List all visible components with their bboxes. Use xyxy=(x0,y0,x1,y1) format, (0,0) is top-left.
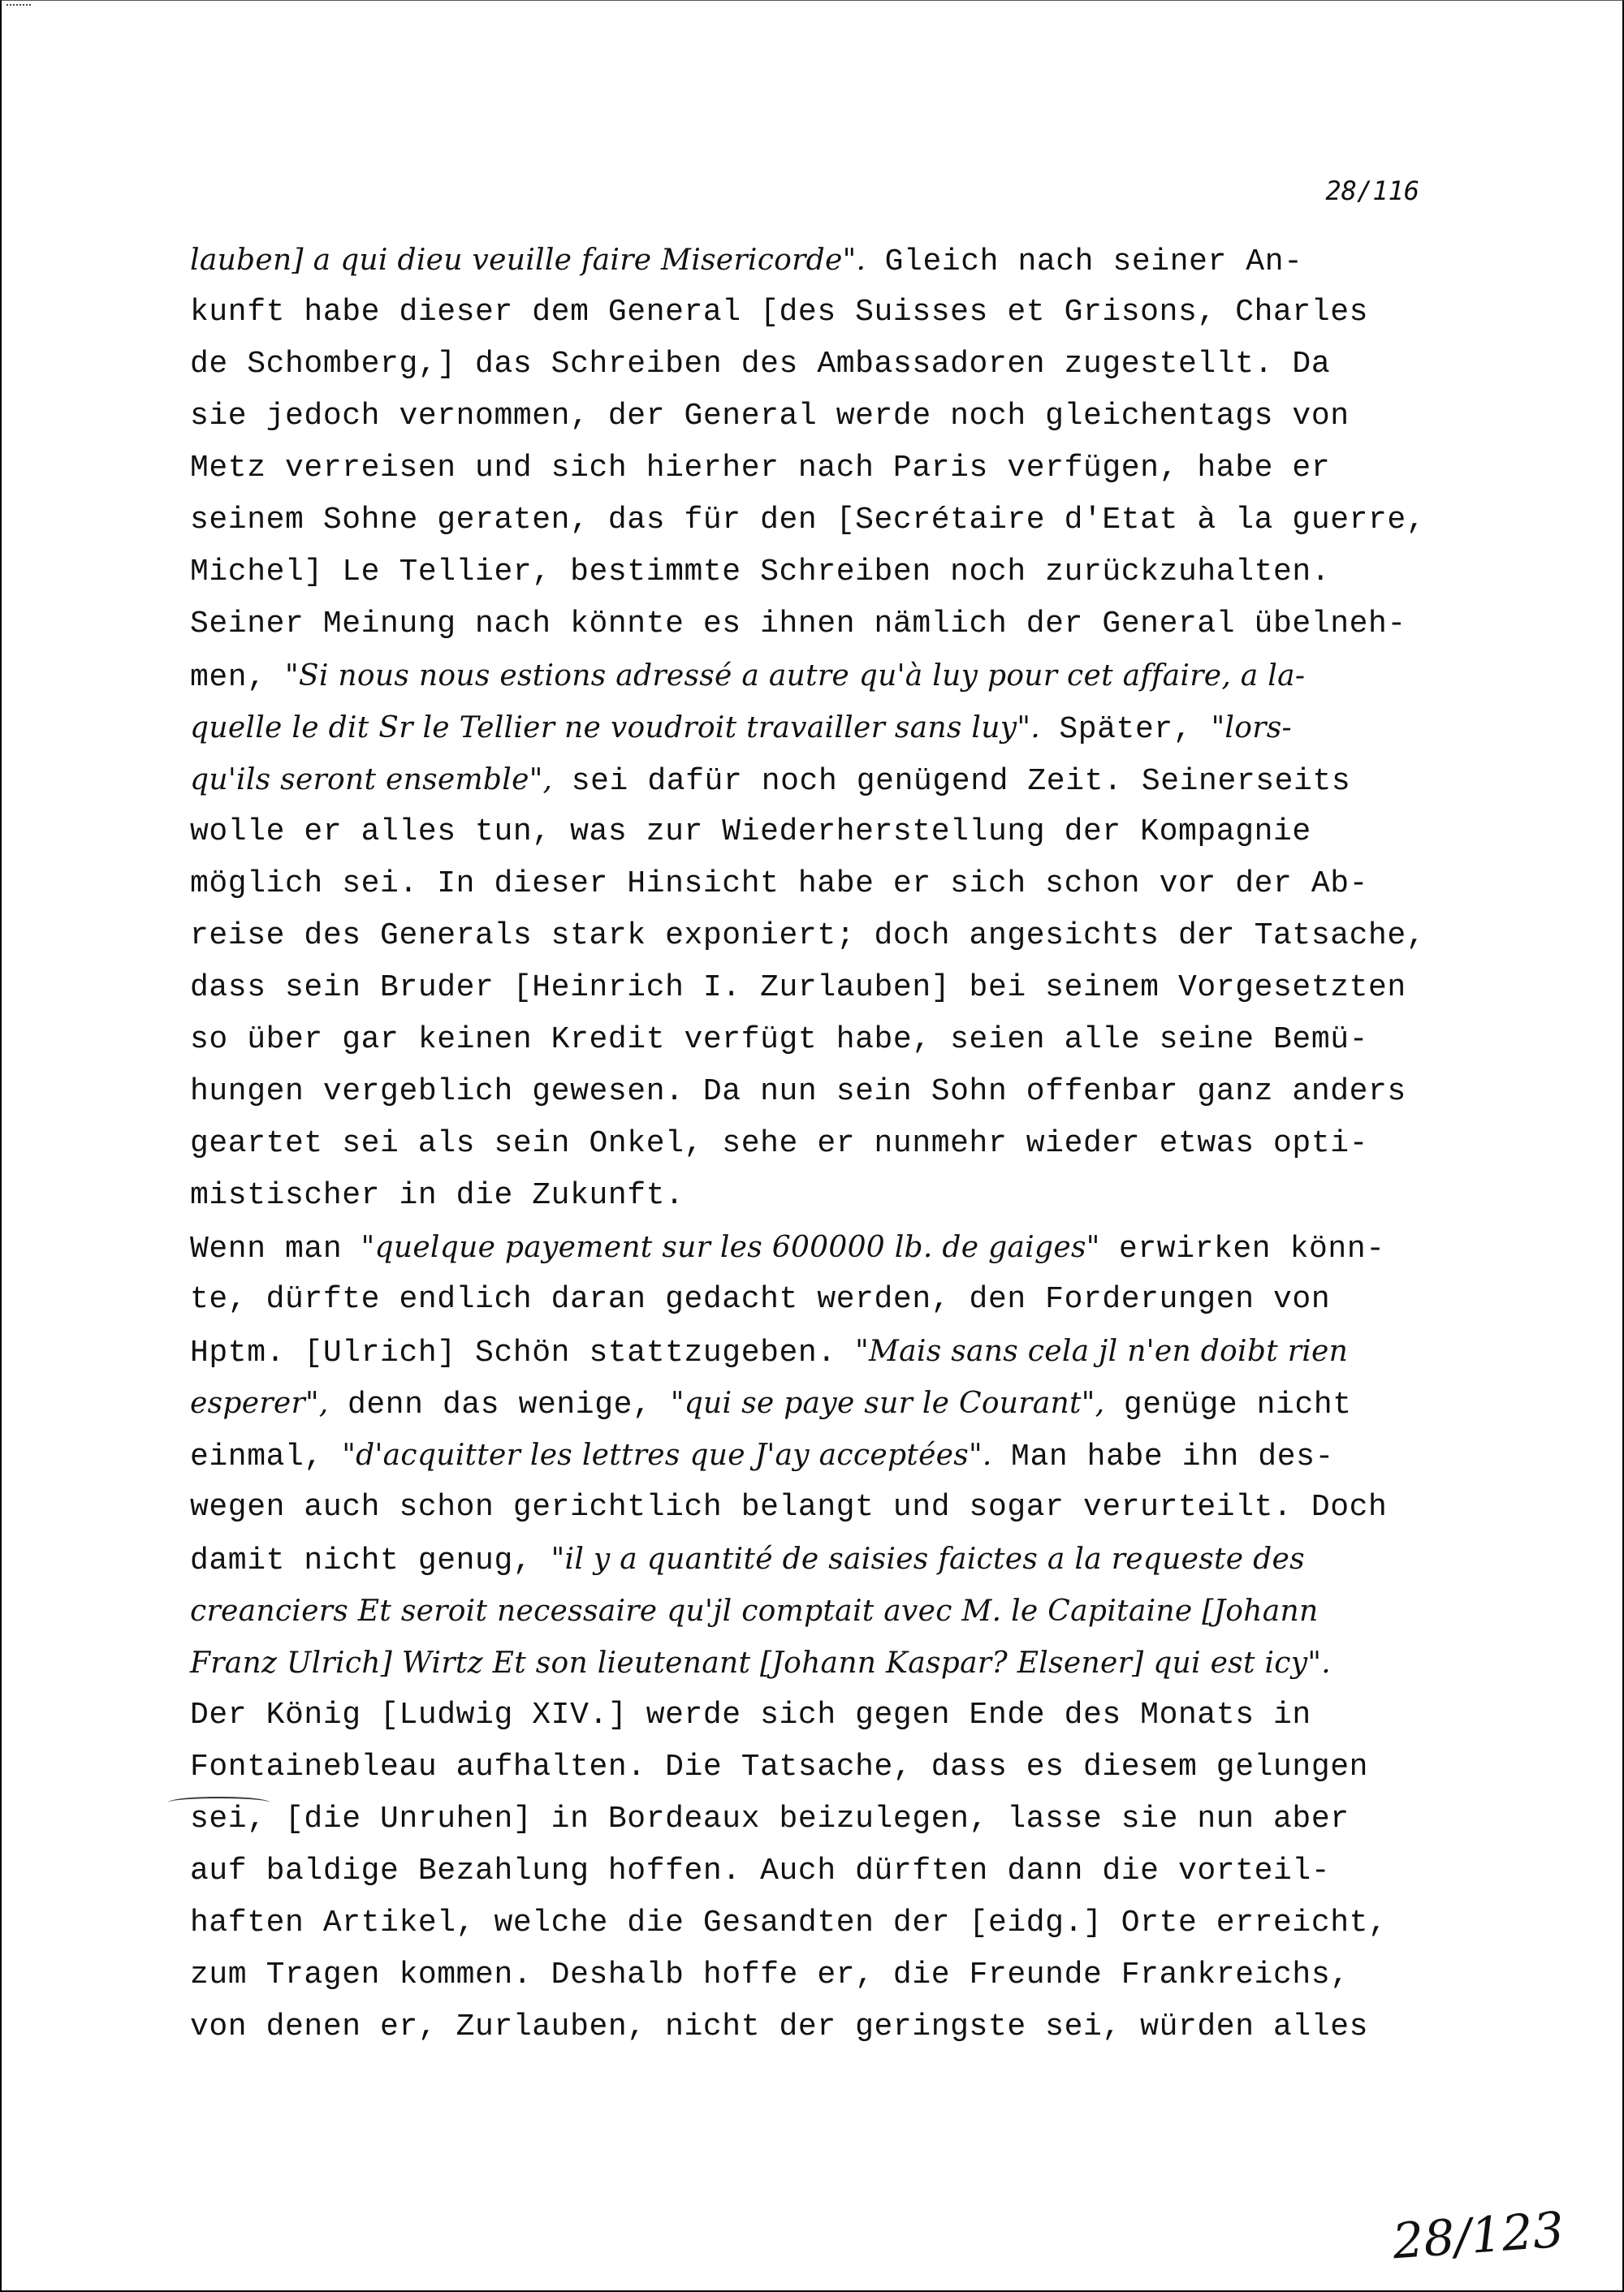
text-line xyxy=(190,858,1489,910)
german-text: Wenn man xyxy=(190,1232,361,1267)
text-line xyxy=(190,1742,1489,1793)
quoted-french-text: lauben] a qui dieu veuille faire Misericorde". xyxy=(190,244,866,277)
quoted-french-text: creanciers Et seroit necessaire qu'jl comptait avec M. le Capitaine [Johann xyxy=(190,1595,1319,1628)
page-number: 28/116 xyxy=(1325,175,1419,206)
text-line xyxy=(190,1690,1489,1742)
german-text: denn das wenige, xyxy=(328,1388,671,1422)
text-line xyxy=(190,598,1489,650)
text-line xyxy=(190,1274,1489,1326)
text-line xyxy=(190,2001,1489,2053)
german-text: möglich sei. In dieser Hinsicht habe er sich schon vor der Ab- xyxy=(190,866,1369,901)
text-line xyxy=(190,339,1489,391)
german-text: Michel] Le Tellier, bestimmte Schreiben noch zurückzuhalten. xyxy=(190,555,1331,589)
text-line xyxy=(190,1378,1489,1430)
german-text: Man habe ihn des- xyxy=(991,1440,1334,1474)
german-text: haften Artikel, welche die Gesandten der [eidg.] Orte erreicht, xyxy=(190,1906,1388,1940)
quoted-french-text: "d'acquitter les lettres que J'ay acceptées". xyxy=(342,1439,992,1472)
text-line xyxy=(190,1949,1489,2001)
german-text: sie jedoch vernommen, der General werde noch gleichentags von xyxy=(190,399,1350,434)
text-line xyxy=(190,1222,1489,1274)
quoted-french-text: "lors- xyxy=(1211,711,1292,745)
text-line xyxy=(190,442,1489,494)
german-text: sei dafür noch genügend Zeit. Seinerseits xyxy=(552,764,1351,799)
german-text: men, xyxy=(190,660,286,695)
german-text: auf baldige Bezahlung hoffen. Auch dürften dann die vorteil- xyxy=(190,1854,1331,1888)
german-text: erwirken könn- xyxy=(1099,1232,1385,1267)
german-text: de Schomberg,] das Schreiben des Ambassadoren zugestellt. Da xyxy=(190,347,1331,382)
german-text: wegen auch schon gerichtlich belangt und sogar verurteilt. Doch xyxy=(190,1490,1388,1525)
german-text: genüge nicht xyxy=(1104,1388,1352,1422)
quoted-french-text: esperer", xyxy=(190,1387,329,1420)
german-text: sei, [die Unruhen] in Bordeaux beizulegen, lasse sie nun aber xyxy=(190,1802,1350,1837)
german-text: Seiner Meinung nach könnte es ihnen nämlich der General übelneh- xyxy=(190,606,1406,641)
german-text: Gleich nach seiner An- xyxy=(866,244,1303,279)
german-text: te, dürfte endlich daran gedacht werden, den Forderungen von xyxy=(190,1282,1331,1317)
quoted-french-text: "Si nous nous estions adressé a autre qu'à luy pour cet affaire, a la- xyxy=(285,659,1306,693)
german-text: wolle er alles tun, was zur Wiederherstellung der Kompagnie xyxy=(190,814,1311,849)
text-line xyxy=(190,1845,1489,1897)
german-text: so über gar keinen Kredit verfügt habe, seien alle seine Bemü- xyxy=(190,1022,1369,1057)
german-text: hungen vergeblich gewesen. Da nun sein Sohn offenbar ganz anders xyxy=(190,1074,1406,1109)
german-text: kunft habe dieser dem General [des Suisses et Grisons, Charles xyxy=(190,295,1369,330)
text-line xyxy=(190,1170,1489,1222)
german-text: mistischer in die Zukunft. xyxy=(190,1178,685,1213)
german-text: zum Tragen kommen. Deshalb hoffe er, die Freunde Frankreichs, xyxy=(190,1957,1350,1992)
text-line xyxy=(190,1066,1489,1118)
german-text: Fontainebleau aufhalten. Die Tatsache, dass es diesem gelungen xyxy=(190,1750,1369,1785)
text-line xyxy=(190,1586,1489,1638)
quoted-french-text: Franz Ulrich] Wirtz Et son lieutenant [Johann Kaspar? Elsener] qui est icy". xyxy=(190,1647,1331,1680)
german-text: Hptm. [Ulrich] Schön stattzugeben. xyxy=(190,1336,856,1370)
quoted-french-text: "Mais sans cela jl n'en doibt rien xyxy=(855,1335,1349,1368)
scan-edge-mark xyxy=(6,4,31,8)
text-line xyxy=(190,1326,1489,1378)
text-line xyxy=(190,702,1489,754)
handwritten-pen-mark xyxy=(168,1797,270,1808)
text-line xyxy=(190,1118,1489,1170)
german-text: von denen er, Zurlauben, nicht der geringste sei, würden alles xyxy=(190,2009,1369,2044)
german-text: damit nicht genug, xyxy=(190,1543,551,1578)
text-line xyxy=(190,1482,1489,1534)
quoted-french-text: "qui se paye sur le Courant", xyxy=(670,1387,1105,1420)
german-text: Metz verreisen und sich hierher nach Paris verfügen, habe er xyxy=(190,451,1331,486)
text-line xyxy=(190,287,1489,339)
text-line xyxy=(190,1897,1489,1949)
text-line xyxy=(190,650,1489,702)
text-line xyxy=(190,1638,1489,1690)
body-text xyxy=(190,235,1489,2053)
text-line xyxy=(190,1014,1489,1066)
german-text: reise des Generals stark exponiert; doch angesichts der Tatsache, xyxy=(190,918,1426,953)
german-text: dass sein Bruder [Heinrich I. Zurlauben] bei seinem Vorgesetzten xyxy=(190,970,1406,1005)
text-line xyxy=(190,1534,1489,1586)
german-text: einmal, xyxy=(190,1440,343,1474)
text-line xyxy=(190,546,1489,598)
text-line xyxy=(190,235,1489,287)
text-line xyxy=(190,962,1489,1014)
german-text: Der König [Ludwig XIV.] werde sich gegen Ende des Monats in xyxy=(190,1698,1311,1733)
text-line xyxy=(190,1430,1489,1482)
quoted-french-text: quelle le dit Sr le Tellier ne voudroit travailler sans luy". xyxy=(190,711,1040,745)
text-line xyxy=(190,494,1489,546)
text-line xyxy=(190,391,1489,442)
german-text: Später, xyxy=(1039,712,1212,747)
text-line xyxy=(190,806,1489,858)
german-text: geartet sei als sein Onkel, sehe er nunmehr wieder etwas opti- xyxy=(190,1126,1369,1161)
quoted-french-text: "il y a quantité de saisies faictes a la requeste des xyxy=(551,1543,1305,1576)
archive-folio-stamp: 28/123 xyxy=(1390,2201,1566,2271)
quoted-french-text: "quelque payement sur les 600000 lb. de gaiges" xyxy=(361,1231,1100,1264)
text-line xyxy=(190,910,1489,962)
german-text: seinem Sohne geraten, das für den [Secrétaire d'Etat à la guerre, xyxy=(190,503,1426,537)
quoted-french-text: qu'ils seront ensemble", xyxy=(190,763,553,796)
text-line xyxy=(190,754,1489,806)
text-line xyxy=(190,1793,1489,1845)
